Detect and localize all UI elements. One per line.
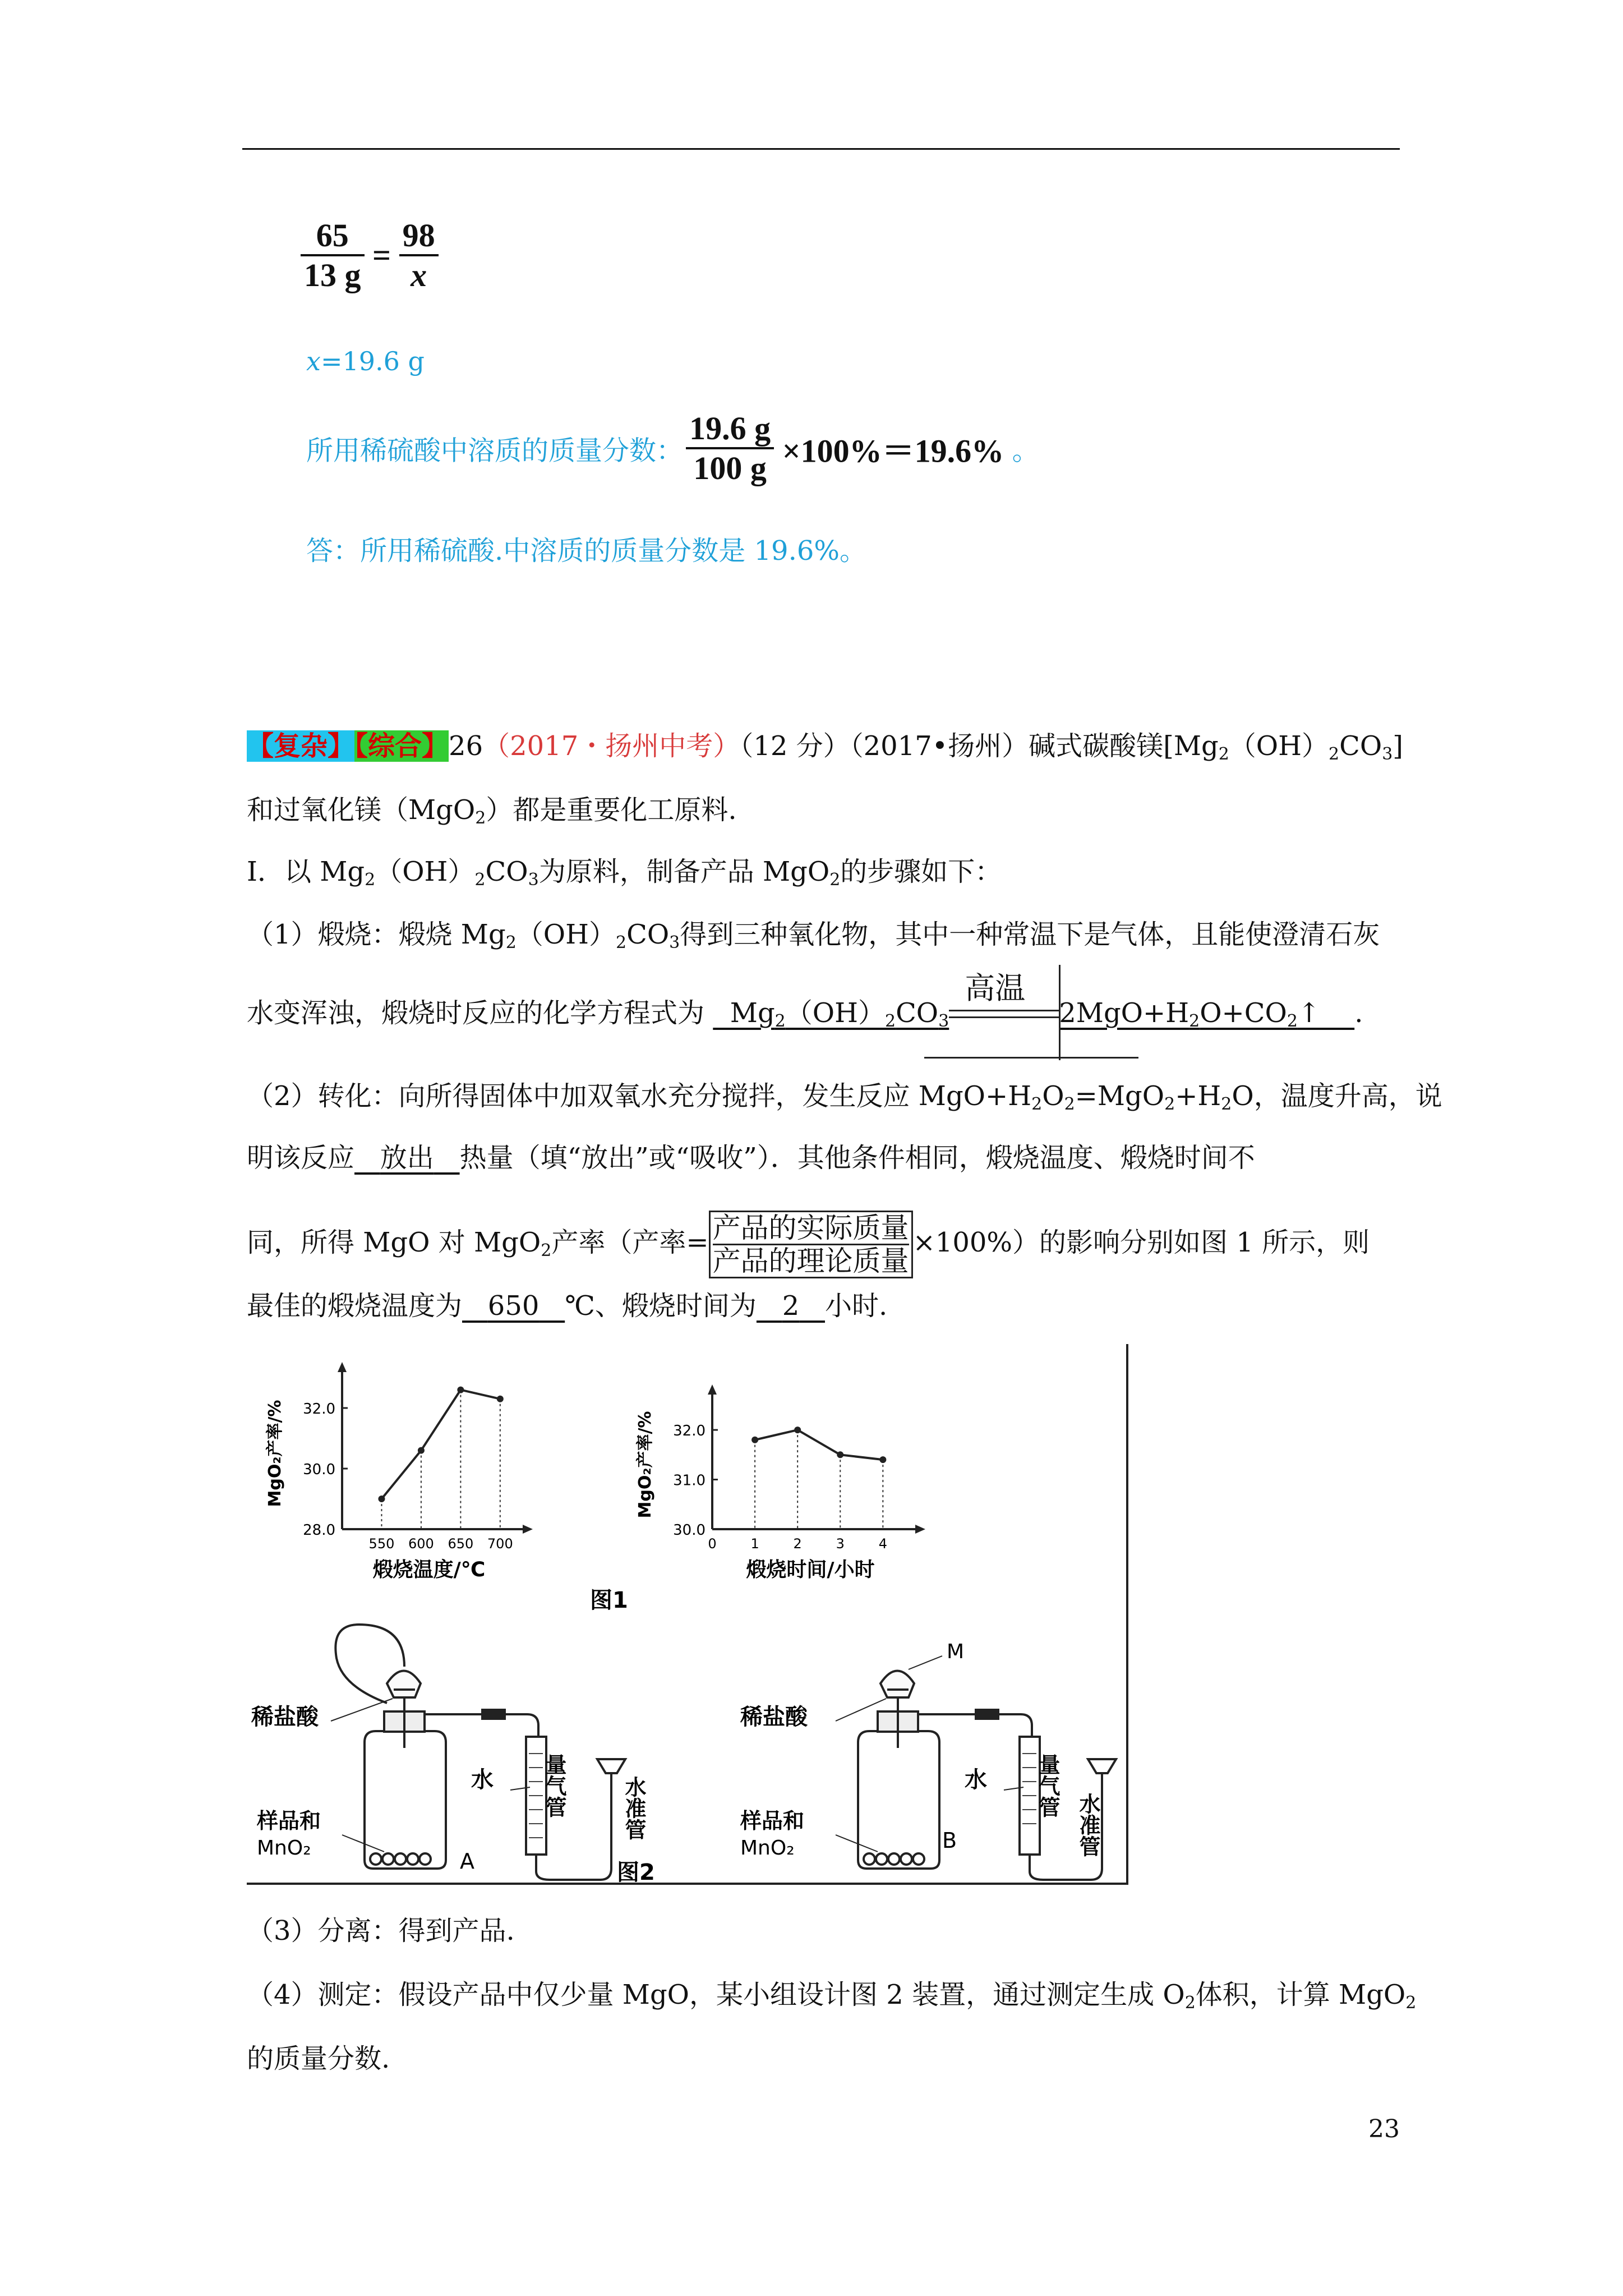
answer-heat-text: 放出: [380, 1142, 434, 1174]
yield-denominator: 产品的理论质量: [712, 1245, 909, 1277]
step4-line2: 的质量分数.: [247, 2043, 390, 2074]
answer-heat: [354, 1142, 460, 1174]
x-tick-label-time-3: 3: [836, 1536, 845, 1552]
y-tick-label-temp-2: 32.0: [303, 1401, 335, 1418]
step2-line3-text: 同，所得 MgO 对 MgO: [247, 1227, 541, 1258]
y-tick-label-time-0: 30.0: [673, 1522, 706, 1539]
answer-x-value: =19.6 g: [320, 346, 425, 376]
question-stem-text: （12 分）（2017•扬州）碱式碳酸镁[Mg: [740, 730, 1219, 762]
x-tick-label-temp-1: 600: [408, 1536, 434, 1552]
step1-line2: [247, 970, 1363, 1031]
figure-svg: [247, 1344, 1126, 1883]
label-mno2-b: MnO₂: [740, 1837, 795, 1860]
step1-line2-text: 水变浑浊，煅烧时反应的化学方程式为: [247, 997, 705, 1029]
step1-rest: 得到三种氧化物，其中一种常温下是气体，且能使澄清石灰: [680, 919, 1380, 950]
step1-products-text: 2MgO+H: [1059, 997, 1189, 1029]
answer-time: [757, 1290, 825, 1322]
yield-numerator: 产品的实际质量: [712, 1212, 909, 1244]
figure1-label: 图1: [590, 1588, 628, 1613]
step2-line4: [247, 1288, 887, 1324]
step4-rest: 体积，计算 MgO: [1195, 1979, 1406, 2010]
step2-line4-mid: ℃、煅烧时间为: [565, 1290, 757, 1322]
mass-fraction-tail: 。: [1012, 435, 1039, 467]
mass-fraction-line: [306, 409, 1039, 487]
answer-temperature-text: 650: [487, 1290, 540, 1322]
x-axis-label-time: 煅烧时间/小时: [746, 1558, 875, 1581]
x-arrow-temp: [523, 1525, 533, 1534]
chart-time: [635, 1384, 925, 1581]
label-water-b: 水: [965, 1767, 987, 1793]
step4-line1: （4）测定：假设产品中仅少量 MgO，某小组设计图 2 装置，通过测定生成 $O_2$体积，计算 MgO$_2$: [247, 1979, 1417, 2013]
data-point-time-0: [751, 1437, 758, 1443]
y-tick-label-time-2: 32.0: [673, 1423, 706, 1440]
label-m: M: [947, 1640, 965, 1663]
figure2-label: 图2: [617, 1860, 655, 1883]
data-point-time-3: [879, 1456, 886, 1463]
x-tick-label-temp-3: 700: [487, 1536, 513, 1552]
answer-time-text: 2: [782, 1290, 800, 1322]
figure-panel: [247, 1344, 1128, 1885]
label-sample-a: 样品和: [257, 1809, 321, 1833]
conclusion-text: 答：所用稀硫酸.中溶质的质量分数是 19.6%。: [306, 535, 867, 567]
reaction-condition-text: 高温: [965, 970, 1026, 1006]
step1-products: $2MgO+H_2O+CO_2↑$: [1059, 997, 1355, 1031]
y-tick-label-temp-1: 30.0: [303, 1461, 335, 1478]
y-tick-label-time-1: 31.0: [673, 1472, 706, 1489]
apparatus-a: [331, 1625, 625, 1880]
label-burette-a: 量气管: [542, 1754, 566, 1818]
x-tick-label-time-4: 4: [878, 1536, 887, 1552]
step2-rest: O，温度升高，说: [1232, 1080, 1442, 1112]
step2-line3: 同，所得 MgO 对 MgO$_2$产率（产率= 产品的实际质量 产品的理论质量 ×100%）的影响分别如图 1 所示，则: [247, 1212, 1370, 1277]
step2-line3-rest: ×100%）的影响分别如图 1 所示，则: [912, 1227, 1370, 1258]
step2-line4-text: 最佳的煅烧温度为: [247, 1290, 463, 1322]
fraction-right: [399, 217, 439, 294]
label-sample-b: 样品和: [740, 1809, 805, 1833]
mass-fraction-result: ×100%＝19.6%: [782, 433, 1004, 470]
question-source: （2017・扬州中考）: [483, 730, 740, 762]
part1-rest: 为原料，制备产品 MgO: [538, 856, 830, 887]
step3-line: （3）分离：得到产品.: [247, 1915, 515, 1947]
y-axis-label-temp: MgO₂产率/%: [265, 1400, 285, 1507]
label-level-a: 水准管: [621, 1776, 646, 1840]
data-point-temp-1: [418, 1447, 425, 1454]
reaction-condition: [949, 970, 1059, 1031]
answer-x-line: [306, 343, 425, 379]
x-arrow-time: [915, 1525, 925, 1534]
step1-text: （1）煅烧：煅烧 Mg: [247, 919, 506, 950]
x-tick-label-temp-2: 650: [448, 1536, 474, 1552]
equation-underline: [924, 1057, 1138, 1059]
header-rule: [242, 148, 1400, 150]
stem-line2-end: ）都是重要化工原料.: [486, 794, 737, 826]
label-burette-b: 量气管: [1035, 1754, 1060, 1818]
step2-yield-label: 产率（产率=: [551, 1227, 709, 1258]
part1-end: 的步骤如下：: [840, 856, 1002, 887]
step2-mgo2: =MgO: [1075, 1080, 1165, 1112]
fraction-right-numerator: 98: [402, 217, 435, 254]
page-number: 23: [1368, 2115, 1400, 2143]
part1-text: Ⅰ．以 Mg: [247, 856, 365, 887]
label-b: B: [942, 1828, 957, 1853]
fraction-right-denominator: x: [411, 257, 427, 293]
series-line-time: [755, 1430, 883, 1460]
step2-o: O: [1042, 1080, 1064, 1112]
step1-end: .: [1354, 997, 1363, 1029]
step4-text: （4）测定：假设产品中仅少量 MgO，某小组设计图 2 装置，通过测定生成 O: [247, 1979, 1185, 2010]
step2-line2: [247, 1140, 1255, 1176]
mass-fraction-denominator: 100 g: [693, 450, 767, 486]
y-axis-label-time: MgO₂产率/%: [635, 1411, 655, 1519]
x-tick-label-temp-0: 550: [368, 1536, 395, 1552]
label-a: A: [460, 1849, 474, 1874]
yield-formula-box: [709, 1211, 913, 1278]
data-point-time-1: [794, 1427, 801, 1433]
x-axis-label-temp: 煅烧温度/℃: [372, 1558, 486, 1581]
stem-line2-text: 和过氧化镁（MgO: [247, 794, 476, 826]
fraction-left-denominator: 13 g: [304, 257, 361, 293]
step1-equation-answer: $Mg_2(OH)_2CO_3$: [713, 997, 949, 1031]
step2-line2-text: 明该反应: [247, 1142, 355, 1174]
answer-temperature: [462, 1290, 565, 1322]
fraction-left-numerator: 65: [316, 217, 349, 254]
label-level-b: 水准管: [1076, 1793, 1100, 1857]
fraction-left: [301, 217, 365, 294]
x-tick-label-time-1: 1: [750, 1536, 759, 1552]
data-point-temp-0: [378, 1496, 385, 1502]
question-stem-line1: 【复杂】【综合】26（2017・扬州中考）（12 分）（2017•扬州）碱式碳酸镁$[Mg_2(OH)_2CO_3]$: [247, 730, 1404, 764]
data-point-temp-3: [497, 1396, 504, 1402]
step2-h: +H: [1175, 1080, 1221, 1112]
x-tick-label-time-0: 0: [708, 1536, 717, 1552]
label-mno2-a: MnO₂: [257, 1837, 311, 1860]
label-acid-b: 稀盐酸: [740, 1704, 808, 1730]
tag-complex: 【复杂】: [247, 730, 355, 762]
step2-line4-end: 小时.: [825, 1290, 888, 1322]
step1-line1: （1）煅烧：煅烧 $Mg_2(OH)_2CO_3$得到三种氧化物，其中一种常温下是气体，且能使澄清石灰: [247, 919, 1380, 953]
data-point-temp-2: [457, 1387, 464, 1393]
step2-line2-rest: 热量（填“放出”或“吸收”）．其他条件相同，煅烧温度、煅烧时间不: [459, 1142, 1255, 1174]
mass-fraction-prefix: 所用稀硫酸中溶质的质量分数：: [306, 435, 684, 467]
question-number: 26: [449, 730, 483, 762]
label-acid-a: 稀盐酸: [251, 1704, 319, 1730]
equals-sign: =: [372, 237, 391, 274]
data-point-time-2: [837, 1451, 843, 1458]
mass-fraction-numerator: 19.6 g: [689, 410, 771, 447]
label-water-a: 水: [471, 1767, 494, 1793]
x-tick-label-time-2: 2: [793, 1536, 802, 1552]
mass-fraction-fraction: [686, 409, 774, 487]
series-line-temp: [381, 1390, 500, 1499]
step2-line1: （2）转化：向所得固体中加双氧水充分搅拌，发生反应 $MgO+H_2O_2=MgO_2+H_2O$，温度升高，说: [247, 1080, 1442, 1114]
equation-ratio: [301, 217, 439, 294]
y-arrow-time: [708, 1384, 717, 1395]
tag-comprehensive: 【综合】: [354, 730, 449, 762]
y-tick-label-temp-0: 28.0: [303, 1522, 335, 1539]
part1-line: Ⅰ．以 $Mg_2(OH)_2CO_3$为原料，制备产品 MgO$_2$的步骤如下：: [247, 856, 1002, 890]
y-arrow-temp: [338, 1362, 347, 1372]
question-stem-line2: 和过氧化镁（MgO$_2$）都是重要化工原料.: [247, 794, 737, 828]
step2-text: （2）转化：向所得固体中加双氧水充分搅拌，发生反应 MgO+H: [247, 1080, 1032, 1112]
chart-temperature: [265, 1362, 533, 1581]
answer-x-variable: x: [306, 346, 321, 376]
